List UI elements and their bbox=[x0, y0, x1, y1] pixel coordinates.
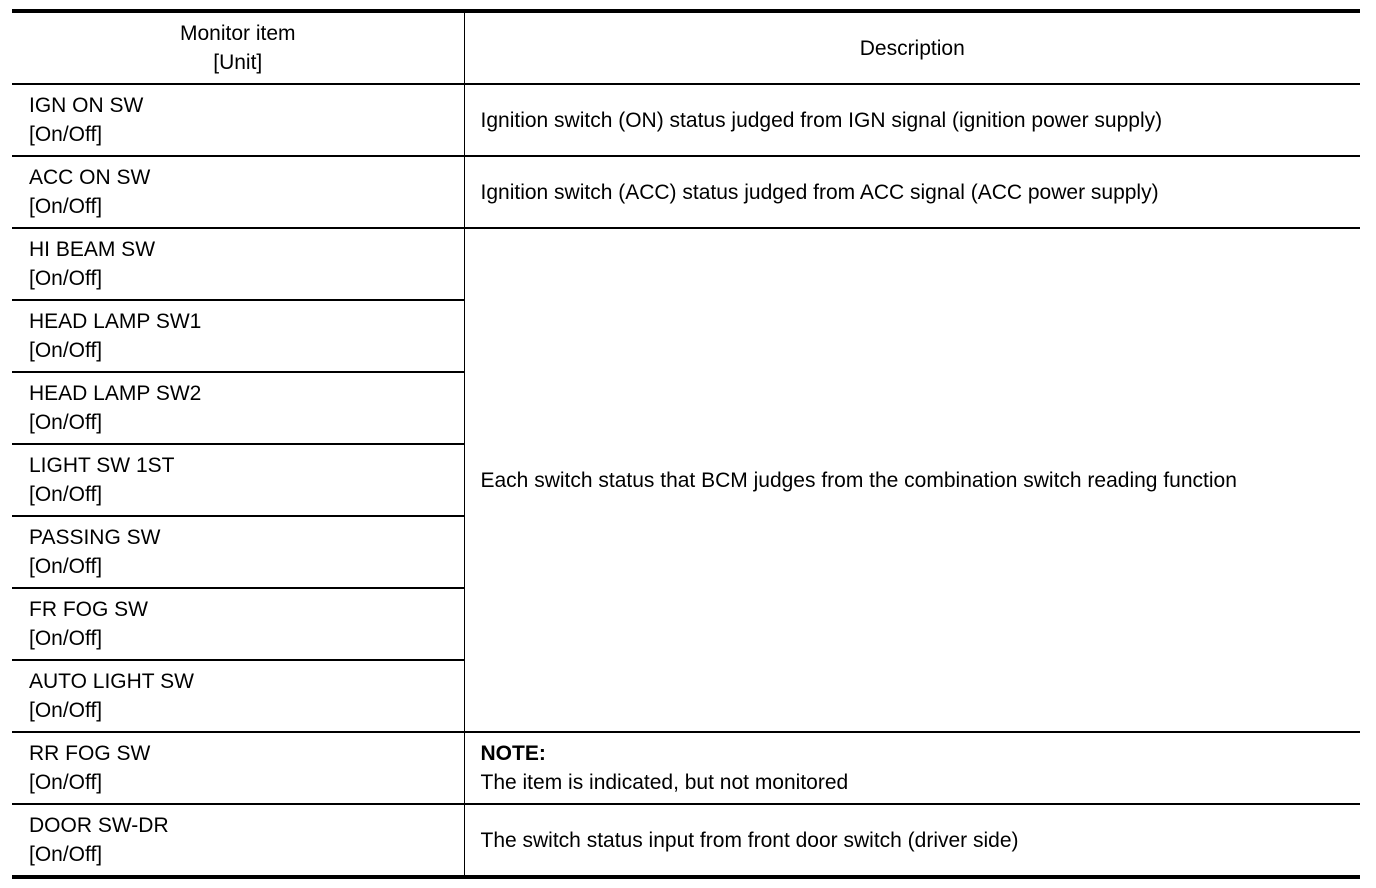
table-row bbox=[12, 228, 1360, 300]
description-cell bbox=[464, 732, 1360, 804]
monitor-item-cell bbox=[12, 516, 464, 588]
monitor-item-unit: [On/Off] bbox=[29, 843, 103, 866]
monitor-item-name: PASSING SW bbox=[29, 526, 161, 549]
table-row bbox=[12, 156, 1360, 228]
monitor-item-unit: [On/Off] bbox=[29, 411, 103, 434]
description-text: Ignition switch (ON) status judged from IGN signal (ignition power supply) bbox=[480, 108, 1163, 132]
monitor-item-name: HEAD LAMP SW1 bbox=[29, 310, 202, 333]
table-row bbox=[12, 84, 1360, 156]
monitor-item-unit: [On/Off] bbox=[29, 771, 103, 794]
monitor-item-cell bbox=[12, 804, 464, 877]
monitor-item-name: IGN ON SW bbox=[29, 94, 144, 117]
monitor-item-cell bbox=[12, 84, 464, 156]
monitor-item-cell bbox=[12, 732, 464, 804]
monitor-item-cell bbox=[12, 372, 464, 444]
description-header-label: Description bbox=[859, 36, 965, 60]
monitor-table-container bbox=[12, 9, 1360, 879]
description-text: The switch status input from front door switch (driver side) bbox=[480, 828, 1019, 852]
monitor-item-cell bbox=[12, 228, 464, 300]
monitor-item-unit: [On/Off] bbox=[29, 699, 103, 722]
monitor-item-header-label: Monitor item bbox=[179, 22, 296, 45]
monitor-item-name: AUTO LIGHT SW bbox=[29, 670, 194, 693]
description-header bbox=[464, 11, 1360, 84]
monitor-table bbox=[12, 9, 1360, 879]
group-description-cell bbox=[464, 228, 1360, 732]
monitor-item-cell bbox=[12, 660, 464, 732]
unit-header-label: [Unit] bbox=[213, 51, 263, 74]
monitor-item-name: LIGHT SW 1ST bbox=[29, 454, 175, 477]
description-cell bbox=[464, 156, 1360, 228]
description-cell bbox=[464, 84, 1360, 156]
monitor-item-unit: [On/Off] bbox=[29, 483, 103, 506]
table-row bbox=[12, 804, 1360, 877]
monitor-item-name: HI BEAM SW bbox=[29, 238, 156, 261]
table-row bbox=[12, 732, 1360, 804]
monitor-item-cell bbox=[12, 156, 464, 228]
monitor-item-cell bbox=[12, 588, 464, 660]
monitor-item-name: RR FOG SW bbox=[29, 742, 151, 765]
monitor-item-unit: [On/Off] bbox=[29, 627, 103, 650]
note-label: NOTE: bbox=[480, 742, 546, 765]
description-text: Ignition switch (ACC) status judged from ACC signal (ACC power supply) bbox=[480, 180, 1159, 204]
monitor-item-name: DOOR SW-DR bbox=[29, 814, 169, 837]
monitor-item-unit: [On/Off] bbox=[29, 123, 103, 146]
header-row bbox=[12, 11, 1360, 84]
description-cell bbox=[464, 804, 1360, 877]
monitor-item-header bbox=[12, 11, 464, 84]
monitor-item-name: FR FOG SW bbox=[29, 598, 148, 621]
monitor-item-unit: [On/Off] bbox=[29, 267, 103, 290]
monitor-item-unit: [On/Off] bbox=[29, 555, 103, 578]
monitor-item-name: ACC ON SW bbox=[29, 166, 151, 189]
monitor-item-unit: [On/Off] bbox=[29, 339, 103, 362]
group-description-text: Each switch status that BCM judges from the combination switch reading function bbox=[480, 468, 1237, 492]
monitor-item-cell bbox=[12, 444, 464, 516]
description-text: The item is indicated, but not monitored bbox=[480, 771, 849, 794]
monitor-item-name: HEAD LAMP SW2 bbox=[29, 382, 202, 405]
monitor-item-cell bbox=[12, 300, 464, 372]
monitor-item-unit: [On/Off] bbox=[29, 195, 103, 218]
